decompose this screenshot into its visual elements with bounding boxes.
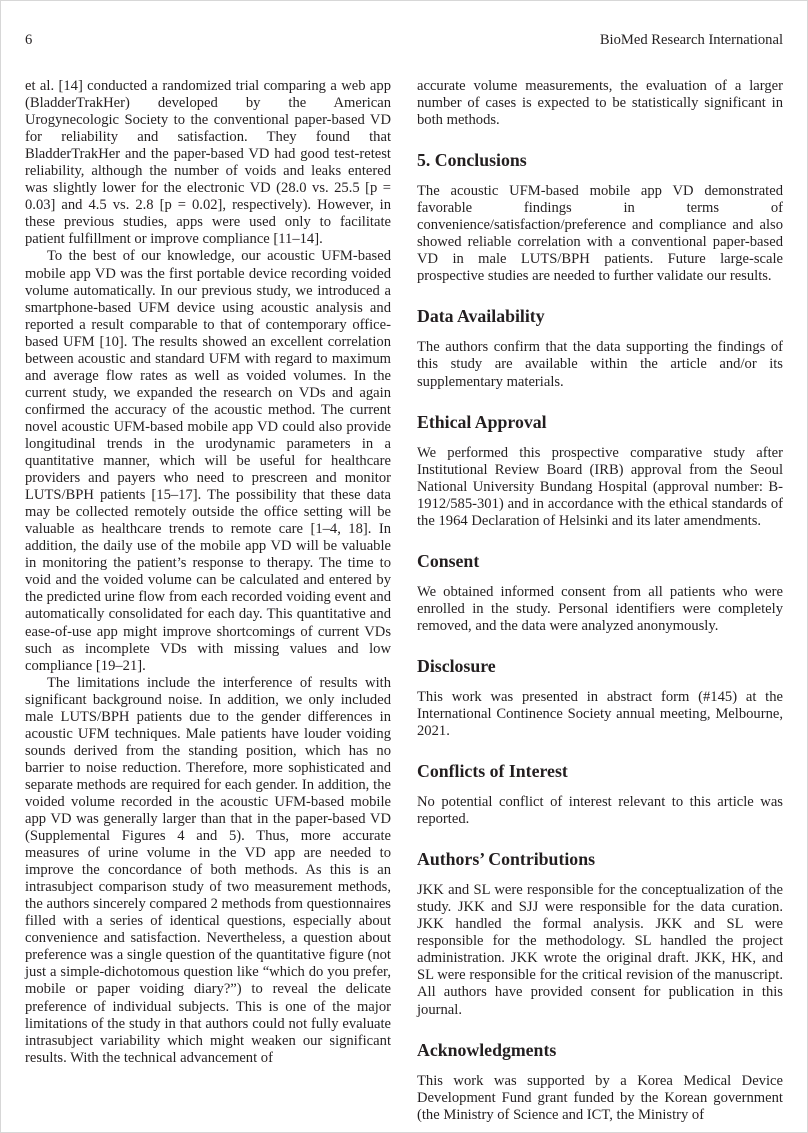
paragraph-continuation-right: accurate volume measurements, the evaluation of a larger number of cases is expected to be statistically significant in both methods. (417, 78, 783, 129)
section-heading-consent: Consent (417, 550, 480, 571)
paragraph-limitations: The limitations include the interference of results with significant background noise. In addition, we only included male LUTS/BPH patients due to the gender differences in acoustic UFM techniques. Male patients have louder voiding sounds derived from the standing position, which has no barrier to noise reduction. Therefore, more sophisticated and separate methods are required for each gender. In addition, the voided volume recorded in the acoustic UFM-based mobile app VD was generally larger than that in the paper-based VD (Supplemental Figures 4 and 5). Thus, more accurate measures of urine volume in the VD app are needed to improve the concordance of both methods. As this is an intrasubject comparison study of two measurement methods, the authors sincerely compared 2 methods from questionnaires filled with a series of identical questions, especially about convenience and satisfaction. Nevertheless, a question about preference was a single question of the quantitative figure (not just a simple-dichotomous question like “which do you prefer, mobile or paper voiding diary?”) to reveal the delicate preference of individual subjects. This is one of the major limitations of the study in that authors could not fully evaluate intrasubject variability which might weaken our significant results. With the technical advancement of (25, 674, 391, 1066)
section-body-data-availability: The authors confirm that the data supporting the findings of this study are available within the article and/or its supplementary materials. (417, 339, 783, 390)
section-heading-conclusions: 5. Conclusions (417, 150, 527, 171)
section-body-consent: We obtained informed consent from all patients who were enrolled in the study. Personal identifiers were completely removed, and the data were analyzed anonymously. (417, 583, 783, 634)
paragraph-knowledge: To the best of our knowledge, our acoustic UFM-based mobile app VD was the first portable device recording voided volume automatically. In our previous study, we introduced a smartphone-based UFM device using acoustic analysis and reported a result comparable to that of contemporary office-based UFM [10]. The results showed an excellent correlation between acoustic and standard UFM with regard to maximum and average flow rates as well as voided volumes. In the current study, we expanded the research on VDs and again confirmed the accuracy of the acoustic method. The current novel acoustic UFM-based mobile app VD could also provide longitudinal trends in the urodynamic parameters in a quantitative manner, which will be useful for healthcare providers and payers who need to prescreen and monitor LUTS/BPH patients [15–17]. The possibility that these data may be collected remotely outside the office setting will be valuable as healthcare trends to remote care [1–4, 18]. In addition, the daily use of the mobile app VD will be valuable in monitoring the patient’s response to therapy. The time to void and the voided volume can be calculated and entered by the predicted urine flow from each recorded voiding event and automatically consolidated for each day. This quantitative and ease-of-use app might improve shortcomings of current VDs such as incomplete VDs with missing values and low compliance [19–21]. (25, 248, 391, 674)
paragraph-continuation: et al. [14] conducted a randomized trial comparing a web app (BladderTrakHer) developed by the American Urogynecologic Society to the conventional paper-based VD for reliability and satisfaction. They found that BladderTrakHer and the paper-based VD had good test-retest reliability, although the number of voids and leaks entered was slightly lower for the electronic VD (28.0 vs. 25.5 [p = 0.03] and 4.5 vs. 2.8 [p = 0.02], respectively). However, in these previous studies, apps were used only to facilitate patient fulfillment or improve compliance [11–14]. (25, 78, 391, 248)
section-heading-acknowledgments: Acknowledgments (417, 1039, 557, 1060)
section-heading-disclosure: Disclosure (417, 655, 496, 676)
section-body-ethical-approval: We performed this prospective comparative study after Institutional Review Board (IRB) approval from the Seoul National University Bundang Hospital (approval number: B-1912/585-301) and in accordance with the ethical standards of the 1964 Declaration of Helsinki and its later amendments. (417, 444, 783, 529)
section-heading-conflicts: Conflicts of Interest (417, 761, 568, 782)
page-number: 6 (25, 32, 33, 48)
section-heading-data-availability: Data Availability (417, 306, 545, 327)
section-body-acknowledgments: This work was supported by a Korea Medical Device Development Fund grant funded by the Korean government (the Ministry of Science and ICT, the Ministry of (417, 1072, 783, 1123)
section-heading-contributions: Authors’ Contributions (417, 849, 596, 870)
section-heading-ethical-approval: Ethical Approval (417, 411, 547, 432)
section-body-conclusions: The acoustic UFM-based mobile app VD demonstrated favorable findings in terms of convenience/satisfaction/preference and compliance and also showed reliable correlation with a conventional paper-based VD in male LUTS/BPH patients. Future large-scale prospective studies are needed to further validate our results. (417, 183, 783, 285)
section-body-disclosure: This work was presented in abstract form (#145) at the International Continence Society annual meeting, Melbourne, 2021. (417, 688, 783, 740)
left-column (25, 78, 391, 1067)
section-body-conflicts: No potential conflict of interest relevant to this article was reported. (417, 794, 783, 828)
right-column (417, 78, 783, 1124)
page-header (25, 32, 783, 52)
journal-name: BioMed Research International (599, 32, 783, 48)
section-body-contributions: JKK and SL were responsible for the conceptualization of the study. JKK and SJJ were responsible for the data curation. JKK handled the formal analysis. JKK and SL were responsible for the methodology. SL handled the project administration. JKK wrote the original draft. JKK, HK, and SL were responsible for the critical revision of the manuscript. All authors have provided consent for publication in this journal. (417, 882, 783, 1018)
